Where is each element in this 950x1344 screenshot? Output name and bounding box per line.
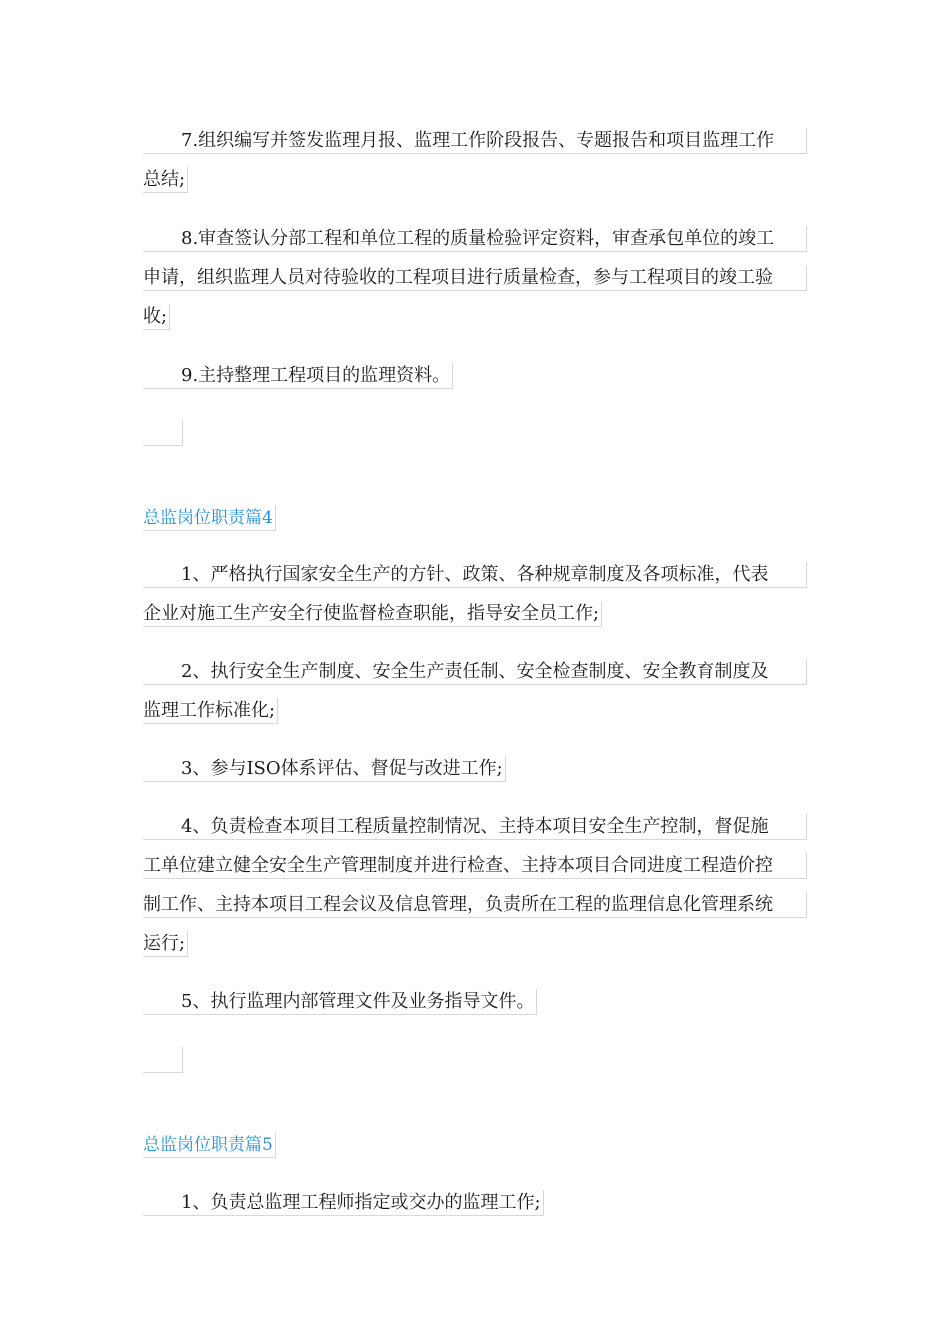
empty-line [143, 420, 183, 446]
paragraph-line: 9.主持整理工程项目的监理资料。 [143, 363, 453, 389]
paragraph-line: 5、执行监理内部管理文件及业务指导文件。 [143, 989, 537, 1015]
paragraph-line: 1、严格执行国家安全生产的方针、政策、各种规章制度及各项标准，代表 [143, 562, 807, 588]
section-heading: 总监岗位职责篇4 [143, 505, 276, 531]
paragraph-line: 制工作、主持本项目工程会议及信息管理，负责所在工程的监理信息化管理系统 [143, 892, 807, 918]
paragraph-line: 申请，组织监理人员对待验收的工程项目进行质量检查，参与工程项目的竣工验 [143, 265, 807, 291]
paragraph-line: 2、执行安全生产制度、安全生产责任制、安全检查制度、安全教育制度及 [143, 659, 807, 685]
paragraph-line: 企业对施工生产安全行使监督检查职能，指导安全员工作; [143, 601, 602, 627]
section-heading: 总监岗位职责篇5 [143, 1132, 276, 1158]
paragraph-line: 4、负责检查本项目工程质量控制情况、主持本项目安全生产控制，督促施 [143, 814, 807, 840]
paragraph-line: 运行; [143, 931, 188, 957]
paragraph-line: 1、负责总监理工程师指定或交办的监理工作; [143, 1190, 544, 1216]
paragraph-line: 监理工作标准化; [143, 698, 278, 724]
paragraph-line: 工单位建立健全安全生产管理制度并进行检查、主持本项目合同进度工程造价控 [143, 853, 807, 879]
paragraph-line: 总结; [143, 167, 188, 193]
paragraph-line: 7.组织编写并签发监理月报、监理工作阶段报告、专题报告和项目监理工作 [143, 128, 807, 154]
paragraph-line: 8.审查签认分部工程和单位工程的质量检验评定资料，审查承包单位的竣工 [143, 226, 807, 252]
empty-line [143, 1047, 183, 1073]
paragraph-line: 3、参与ISO体系评估、督促与改进工作; [143, 756, 506, 782]
paragraph-line: 收; [143, 304, 170, 330]
